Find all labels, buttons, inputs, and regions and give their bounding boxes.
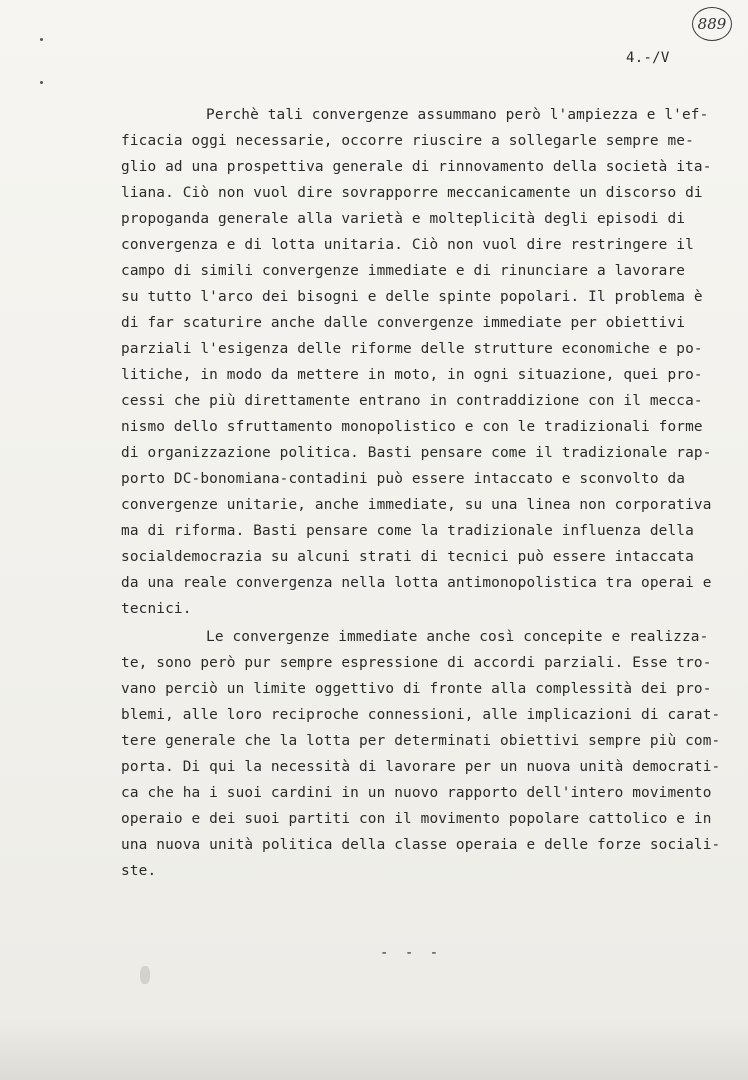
text-line: convergenze unitarie, anche immediate, su una linea non corporativa: [121, 497, 712, 513]
text-line: glio ad una prospettiva generale di rinnovamento della società ita-: [121, 159, 712, 175]
text-line: socialdemocrazia su alcuni strati di tecnici può essere intaccata: [121, 549, 694, 565]
text-line: ficacia oggi necessarie, occorre riuscire a sollegarle sempre me-: [121, 133, 694, 149]
closing-dashes: - - -: [380, 945, 443, 961]
text-line: nismo dello sfruttamento monopolistico e con le tradizionali forme: [121, 419, 703, 435]
text-line: Perchè tali convergenze assummano però l'ampiezza e l'ef-: [206, 107, 709, 123]
text-line: campo di simili convergenze immediate e di rinunciare a lavorare: [121, 263, 686, 279]
text-line: porto DC-bonomiana-contadini può essere intaccato e sconvolto da: [121, 471, 686, 487]
text-line: vano perciò un limite oggettivo di fronte alla complessità dei pro-: [121, 681, 712, 697]
text-line: su tutto l'arco dei bisogni e delle spinte popolari. Il problema è: [121, 289, 703, 305]
text-line: cessi che più direttamente entrano in contraddizione con il mecca-: [121, 393, 703, 409]
text-line: ca che ha i suoi cardini in un nuovo rapporto dell'intero movimento: [121, 785, 712, 801]
text-line: te, sono però pur sempre espressione di accordi parziali. Esse tro-: [121, 655, 712, 671]
text-line: tecnici.: [121, 601, 192, 617]
text-line: litiche, in modo da mettere in moto, in ogni situazione, quei pro-: [121, 367, 703, 383]
text-line: da una reale convergenza nella lotta antimonopolistica tra operai e: [121, 575, 712, 591]
text-line: ste.: [121, 863, 157, 879]
text-line: di organizzazione politica. Basti pensare come il tradizionale rap-: [121, 445, 712, 461]
text-line: parziali l'esigenza delle riforme delle strutture economiche e po-: [121, 341, 703, 357]
archive-number-stamp: 889: [692, 7, 732, 41]
text-line: Le convergenze immediate anche così concepite e realizza-: [206, 629, 709, 645]
text-line: una nuova unità politica della classe operaia e delle forze sociali-: [121, 837, 721, 853]
page-edge-shadow: [0, 1020, 748, 1080]
text-line: tere generale che la lotta per determinati obiettivi sempre più com-: [121, 733, 721, 749]
text-line: blemi, alle loro reciproche connessioni, alle implicazioni di carat-: [121, 707, 721, 723]
text-line: operaio e dei suoi partiti con il movimento popolare cattolico e in: [121, 811, 712, 827]
margin-dot: [40, 81, 43, 84]
text-line: ma di riforma. Basti pensare come la tradizionale influenza della: [121, 523, 694, 539]
page-number: 4.-/V: [626, 50, 670, 66]
text-line: porta. Di qui la necessità di lavorare per un nuova unità democrati-: [121, 759, 721, 775]
text-line: convergenza e di lotta unitaria. Ciò non vuol dire restringere il: [121, 237, 694, 253]
text-line: liana. Ciò non vuol dire sovrapporre meccanicamente un discorso di: [121, 185, 703, 201]
text-line: propoganda generale alla varietà e molteplicità degli episodi di: [121, 211, 686, 227]
margin-dot: [40, 38, 43, 41]
ink-blot: [140, 966, 150, 984]
text-line: di far scaturire anche dalle convergenze immediate per obiettivi: [121, 315, 686, 331]
